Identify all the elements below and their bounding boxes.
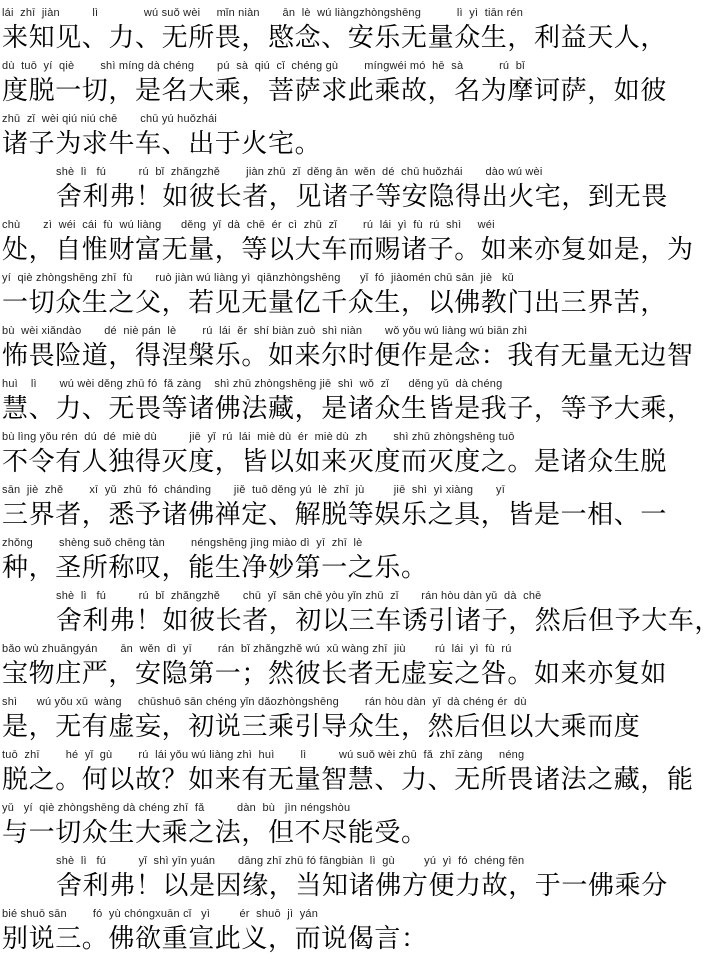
text-line [56, 854, 668, 907]
chinese-text: 是，无有虚妄，初说三乘引导众生，然后但以大乘而度 [2, 712, 641, 742]
pinyin-annotation: bù lìng yǒu rén dú dé miè dù jiē yǐ rú lái miè dù ér miè dù zh shì zhū zhòngshēng tuō [2, 431, 515, 443]
text-line [2, 218, 694, 271]
text-line [2, 642, 668, 695]
text-line [2, 377, 694, 430]
text-line [56, 589, 721, 642]
text-line [2, 536, 630, 589]
chinese-text: 不令有人独得灭度，皆以如来灭度而灭度之。是诸众生脱 [2, 447, 668, 477]
chinese-text: 与一切众生大乘之法，但不尽能受。 [2, 818, 428, 848]
text-line [56, 165, 668, 218]
text-line [2, 6, 668, 59]
pinyin-annotation: yí qiè zhòngshēng zhī fù ruò jiàn wú liàng yì qiānzhòngshēng yǐ fó jiàomén chū sān jiè kǔ [2, 272, 514, 284]
pinyin-annotation: yǔ yí qiè zhòngshēng dà chéng zhī fǎ dàn bù jìn néngshòu [2, 802, 351, 814]
pinyin-annotation: shì wú yǒu xū wàng chūshuō sān chéng yǐn dǎozhòngshēng rán hòu dàn yǐ dà chéng ér dù [2, 696, 527, 708]
chinese-text: 来知见、力、无所畏，愍念、安乐无量众生，利益天人， [2, 23, 668, 53]
chinese-text: 脱之。何以故？如来有无量智慧、力、无所畏诸法之藏，能 [2, 765, 694, 795]
text-line [2, 112, 630, 165]
pinyin-annotation: bié shuō sān fó yù chóngxuān cǐ yì ér shuō jì yán [2, 908, 319, 920]
chinese-text: 处，自惟财富无量，等以大车而赐诸子。如来亦复如是，为 [2, 235, 694, 265]
pinyin-annotation: shè lì fú yǐ shì yīn yuán dāng zhī zhū fó fāngbiàn lì gù yú yì fó chéng fēn [56, 855, 525, 867]
pinyin-annotation: bù wèi xiǎndào dé niè pán lè rú lái ěr shí biàn zuò shì niàn wǒ yǒu wú liàng wú biān zhì [2, 325, 528, 337]
text-line [2, 324, 694, 377]
scripture-text-block [0, 6, 721, 960]
text-line [2, 271, 668, 324]
chinese-text: 种，圣所称叹，能生净妙第一之乐。 [2, 553, 428, 583]
chinese-text: 怖畏险道，得涅槃乐。如来尔时便作是念：我有无量无边智 [2, 341, 694, 371]
chinese-text: 一切众生之父，若见无量亿千众生，以佛教门出三界苦， [2, 288, 668, 318]
pinyin-annotation: lái zhī jiàn lì wú suǒ wèi mǐn niàn ān lè wú liàngzhòngshēng lì yì tiān rén [2, 7, 524, 19]
pinyin-annotation: huì lì wú wèi děng zhū fó fǎ zàng shì zhū zhòngshēng jiē shì wǒ zǐ děng yǔ dà chéng [2, 378, 503, 390]
chinese-text: 宝物庄严，安隐第一；然彼长者无虚妄之咎。如来亦复如 [2, 659, 668, 689]
pinyin-annotation: zhǒng shèng suǒ chēng tàn néngshēng jìng miào dì yī zhī lè [2, 537, 363, 549]
chinese-text: 舍利弗！如彼长者，初以三车诱引诸子，然后但予大车， [56, 606, 721, 636]
text-line [2, 748, 694, 801]
chinese-text: 舍利弗！以是因缘，当知诸佛方便力故，于一佛乘分 [56, 871, 668, 901]
chinese-text: 诸子为求牛车、出于火宅。 [2, 129, 322, 159]
text-line [2, 801, 630, 854]
chinese-text: 舍利弗！如彼长者，见诸子等安隐得出火宅，到无畏 [56, 182, 668, 212]
pinyin-annotation: shè lì fú rú bǐ zhǎngzhě chū yǐ sān chē yòu yǐn zhū zǐ rán hòu dàn yǔ dà chē [56, 590, 542, 602]
pinyin-annotation: bǎo wù zhuāngyán ān wěn dì yī rán bǐ zhǎngzhě wú xū wàng zhī jiù rú lái yì fù rú [2, 643, 512, 655]
text-line [2, 483, 668, 536]
text-line [2, 695, 641, 748]
pinyin-annotation: dù tuō yí qiè shì míng dà chéng pú sà qiú cǐ chéng gù míngwéi mó hē sà rú bǐ [2, 60, 525, 72]
text-line [2, 59, 668, 112]
text-line [2, 907, 630, 960]
pinyin-annotation: chù zì wéi cái fù wú liàng děng yǐ dà chē ér cì zhū zǐ rú lái yì fù rú shì wéi [2, 219, 495, 231]
chinese-text: 度脱一切，是名大乘，菩萨求此乘故，名为摩诃萨，如彼 [2, 76, 668, 106]
text-line [2, 430, 668, 483]
pinyin-annotation: zhū zǐ wèi qiú niú chē chū yú huǒzhái [2, 113, 218, 125]
chinese-text: 三界者，悉予诸佛禅定、解脱等娱乐之具，皆是一相、一 [2, 500, 668, 530]
chinese-text: 别说三。佛欲重宣此义，而说偈言： [2, 924, 428, 954]
chinese-text: 慧、力、无畏等诸佛法藏，是诸众生皆是我子，等予大乘， [2, 394, 694, 424]
pinyin-annotation: shè lì fú rú bǐ zhǎngzhě jiàn zhū zǐ děng ān wěn dé chū huǒzhái dào wú wèi [56, 166, 543, 178]
pinyin-annotation: sān jiè zhě xī yǔ zhū fó chándìng jiě tuō děng yú lè zhī jù jiē shì yì xiàng yī [2, 484, 505, 496]
pinyin-annotation: tuō zhī hé yǐ gù rú lái yǒu wú liàng zhì huì lì wú suǒ wèi zhū fǎ zhī zàng néng [2, 749, 525, 761]
